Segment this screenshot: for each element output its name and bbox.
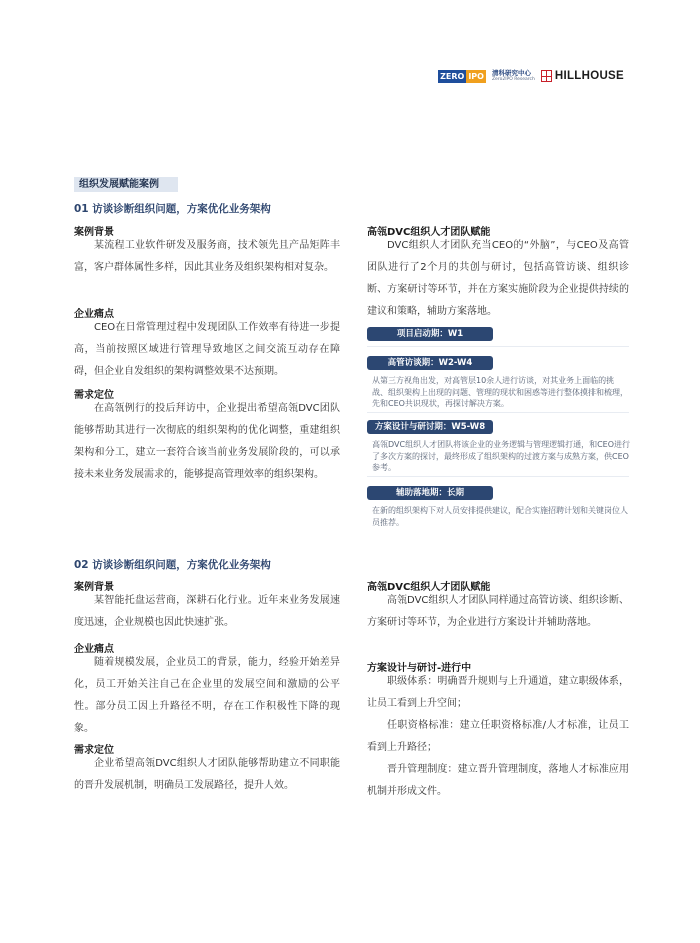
case1-team-text: DVC组织人才团队充当CEO的“外脑”，与CEO及高管团队进行了2个月的共创与研讨，包括高管访谈、组织诊断、方案研讨等环节，并在方案实施阶段为企业提供持续的建议和策略，辅助方案落地。 — [367, 240, 629, 317]
header-logos — [438, 68, 624, 84]
case1-need-heading: 需求定位 — [74, 390, 114, 401]
case2-title: 02 访谈诊断组织问题，方案优化业务架构 — [74, 559, 271, 571]
zero2ipo-research-logo: 清科研究中心 Zero2IPO Research — [491, 69, 535, 82]
case1-title: 01 访谈诊断组织问题，方案优化业务架构 — [74, 203, 271, 215]
case1-pain-text: CEO在日常管理过程中发现团队工作效率有待进一步提高，当前按照区域进行管理导致地区之间交流互动存在障碍，但企业自发组织的架构调整效果不达预期。 — [74, 322, 340, 377]
phase-pill: 辅助落地期：长期 — [367, 486, 493, 500]
case2-background-text: 某智能托盘运营商，深耕石化行业。近年来业务发展速度迅速，企业规模也因此快速扩张。 — [74, 595, 340, 628]
hillhouse-logo: HILLHOUSE — [541, 70, 624, 82]
phase-note: 在新的组织架构下对人员安排提供建议，配合实施招聘计划和关键岗位人员推荐。 — [372, 506, 628, 527]
case2-team-text: 高瓴DVC组织人才团队同样通过高管访谈、组织诊断、方案研讨等环节，为企业进行方案设计并辅助落地。 — [367, 595, 629, 628]
case2-need-text: 企业希望高瓴DVC组织人才团队能够帮助建立不同职能的晋升发展机制，明确员工发展路径，提升人效。 — [74, 758, 340, 791]
case1-need-text: 在高瓴例行的投后拜访中，企业提出希望高瓴DVC团队能够帮助其进行一次彻底的组织架构的优化调整，重建组织架构和分工，建立一套符合该当前业务发展阶段的，可以承接未来业务发展需求的，能够提高管理效率的组织架构。 — [74, 403, 340, 480]
phase-note: 从第三方视角出发，对高管层10余人进行访谈，对其业务上面临的挑战、组织架构上出现的问题、管理的现状和困惑等进行整体摸排和梳理，先和CEO共识现状，再探讨解决方案。 — [372, 376, 628, 408]
case2-pain-heading: 企业痛点 — [74, 644, 114, 655]
phase-divider — [367, 476, 629, 477]
zero2ipo-logo: ZERO IPO — [440, 71, 484, 81]
case1-background-text: 某流程工业软件研发及服务商，技术领先且产品矩阵丰富，客户群体属性多样，因此其业务及组织架构相对复杂。 — [74, 240, 340, 273]
case2-design-item: 任职资格标准：建立任职资格标准/人才标准，让员工看到上升路径； — [367, 720, 629, 753]
phase-pill: 高管访谈期：W2-W4 — [367, 356, 493, 370]
case2-need-heading: 需求定位 — [74, 745, 114, 756]
phase-divider — [367, 412, 629, 413]
section-title: 组织发展赋能案例 — [74, 177, 178, 192]
phase-note: 高瓴DVC组织人才团队将该企业的业务逻辑与管理逻辑打通，和CEO进行了多次方案的探讨，最终形成了组织架构的过渡方案与成熟方案，供CEO参考。 — [372, 440, 631, 472]
hillhouse-mark-icon — [541, 70, 552, 82]
case2-design-heading: 方案设计与研讨-进行中 — [367, 663, 472, 674]
case2-design-item: 晋升管理制度：建立晋升管理制度，落地人才标准应用机制并形成文件。 — [367, 764, 629, 797]
case2-pain-text: 随着规模发展，企业员工的背景，能力，经验开始差异化，员工开始关注自己在企业里的发展空间和激励的公平性。部分员工因上升路径不明，存在工作积极性下降的现象。 — [74, 657, 340, 734]
phase-divider — [367, 346, 629, 347]
case1-background-heading: 案例背景 — [74, 227, 114, 238]
phase-pill: 项目启动期：W1 — [367, 327, 493, 341]
case2-background-heading: 案例背景 — [74, 582, 114, 593]
case1-team-heading: 高瓴DVC组织人才团队赋能 — [367, 227, 491, 238]
case1-pain-heading: 企业痛点 — [74, 309, 114, 320]
case2-team-heading: 高瓴DVC组织人才团队赋能 — [367, 582, 491, 593]
phase-pill: 方案设计与研讨期：W5-W8 — [367, 420, 493, 434]
case2-design-item: 职级体系：明确晋升规则与上升通道，建立职级体系，让员工看到上升空间； — [367, 676, 629, 709]
